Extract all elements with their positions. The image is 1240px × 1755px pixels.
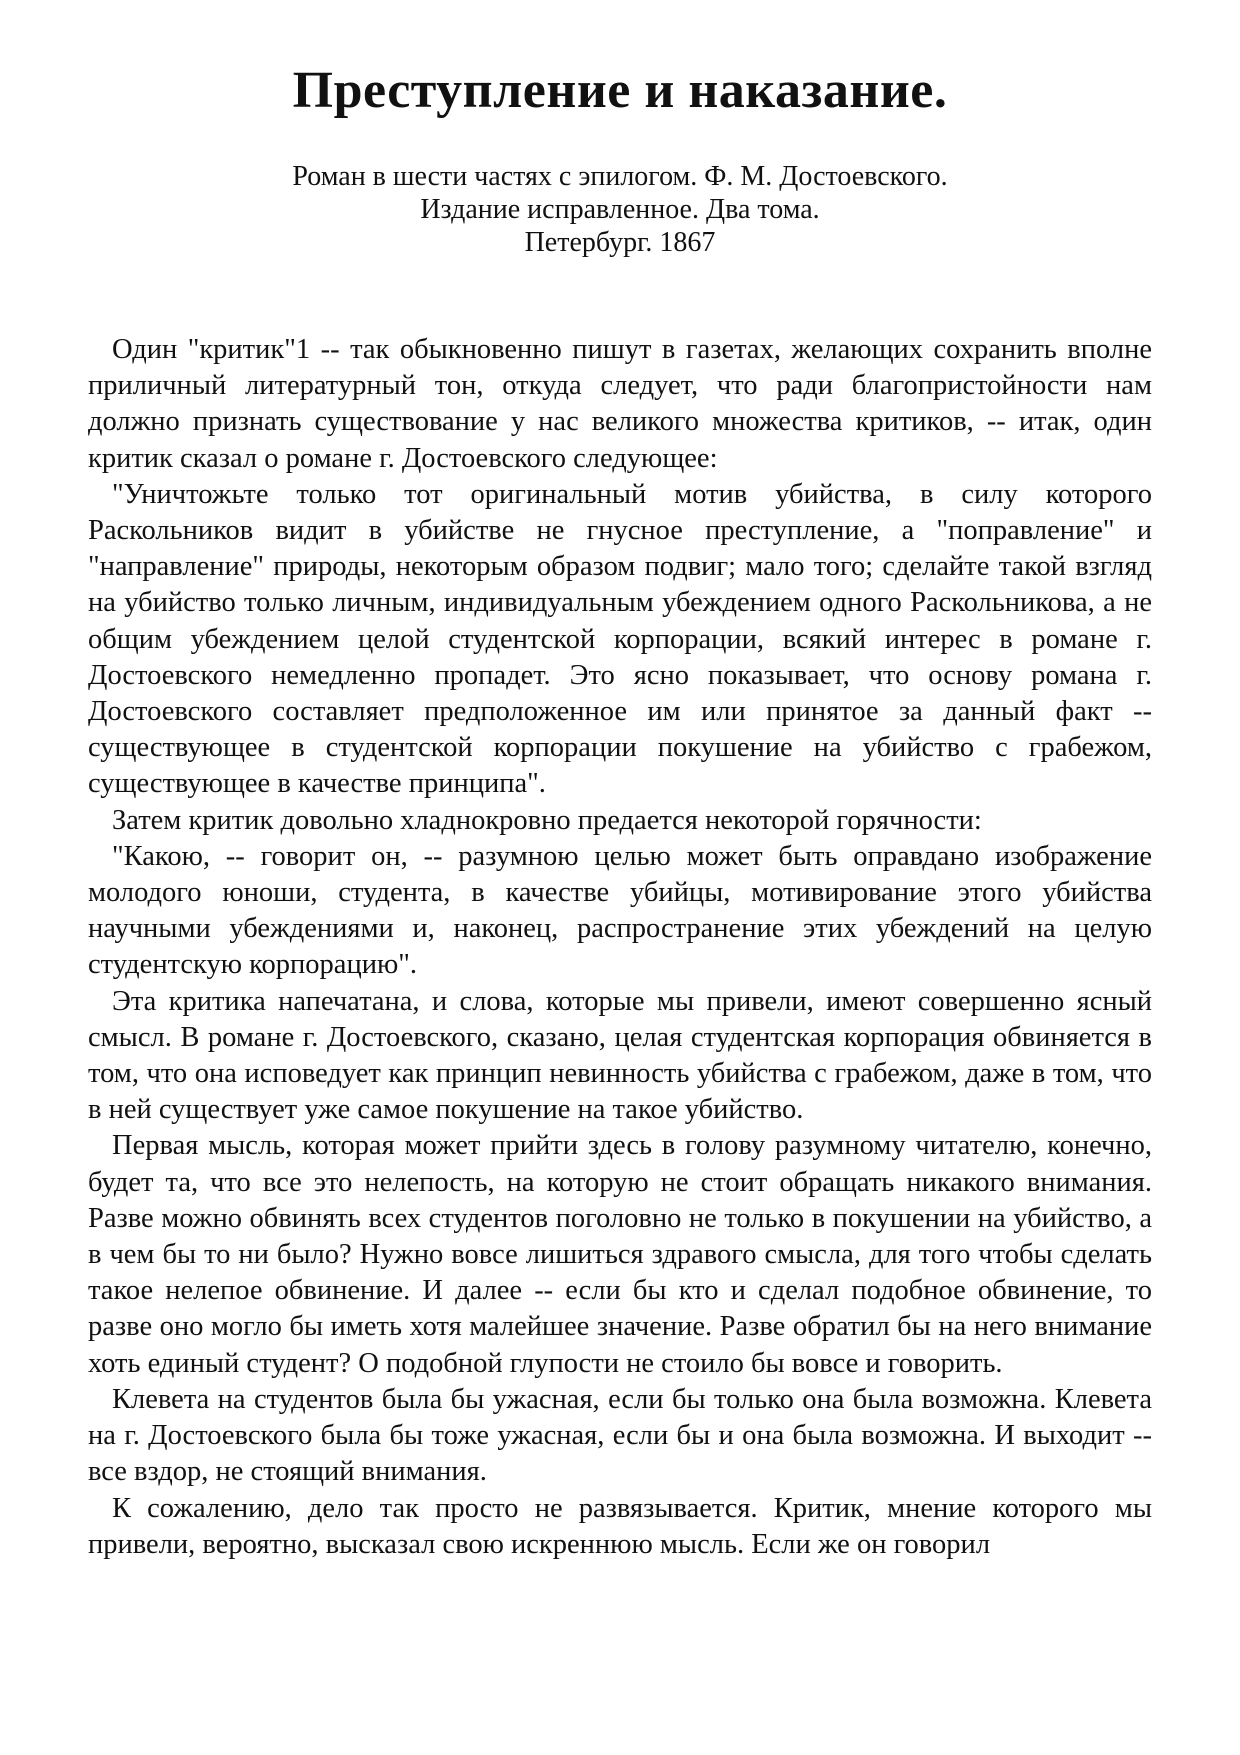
page-title: Преступление и наказание. <box>292 62 948 119</box>
paragraph: Клевета на студентов была бы ужасная, если бы только она была возможна. Клевета на г. Достоевского была бы тоже ужасная, если бы и она была возможна. И выходит -- все вздор, не стоящий внимания. <box>88 1383 1152 1488</box>
subtitle-line: Петербург. 1867 <box>524 227 716 258</box>
paragraph: Первая мысль, которая может прийти здесь в голову разумному читателю, конечно, будет та, что все это нелепость, на которую не стоит обращать никакого внимания. Разве можно обвинять всех студентов поголовно не только в покушении на убийство, а в чем бы то ни было? Нужно вовсе лишиться здравого смысла, для того чтобы сделать такое нелепое обвинение. И далее -- если бы кто и сделал подобное обвинение, то разве оно могло бы иметь хотя малейшее значение. Разве обратил бы на него внимание хоть единый студент? О подобной глупости не стоило бы вовсе и говорить. <box>88 1130 1152 1379</box>
paragraph: "Какою, -- говорит он, -- разумною целью может быть оправдано изображение молодого юноши, студента, в качестве убийцы, мотивирование этого убийства научными убеждениями и, наконец, распространение этих убеждений на целую студентскую корпорацию". <box>88 840 1152 981</box>
subtitle-block <box>0 160 1240 259</box>
paragraph: Один "критик"1 -- так обыкновенно пишут в газетах, желающих сохранить вполне приличный литературный тон, откуда следует, что ради благопристойности нам должно признать существование у нас великого множества критиков, -- итак, один критик сказал о романе г. Достоевского следующее: <box>88 334 1152 474</box>
paragraph: Затем критик довольно хладнокровно предается некоторой горячности: <box>112 804 982 836</box>
body-text <box>88 332 1152 1563</box>
subtitle-line: Роман в шести частях с эпилогом. Ф. М. Достоевского. <box>292 161 948 192</box>
paragraph: Эта критика напечатана, и слова, которые мы привели, имеют совершенно ясный смысл. В романе г. Достоевского, сказано, целая студентская корпорация обвиняется в том, что она исповедует как принцип невинность убийства с грабежом, даже в том, что в ней существует уже самое покушение на такое убийство. <box>88 985 1152 1126</box>
subtitle-line: Издание исправленное. Два тома. <box>420 194 820 225</box>
paragraph: "Уничтожьте только тот оригинальный мотив убийства, в силу которого Раскольников видит в убийстве не гнусное преступление, а "поправление" и "направление" природы, некоторым образом подвиг; мало того; сделайте такой взгляд на убийство только личным, индивидуальным убеждением одного Раскольникова, а не общим убеждением целой студентской корпорации, всякий интерес в романе г. Достоевского немедленно пропадет. Это ясно показывает, что основу романа г. Достоевского составляет предположенное им или принятое за данный факт -- существующее в студентской корпорации покушение на убийство с грабежом, существующее в качестве принципа". <box>88 478 1152 800</box>
paragraph: К сожалению, дело так просто не развязывается. Критик, мнение которого мы привели, вероятно, высказал свою искреннюю мысль. Если же он говорил <box>88 1492 1152 1560</box>
